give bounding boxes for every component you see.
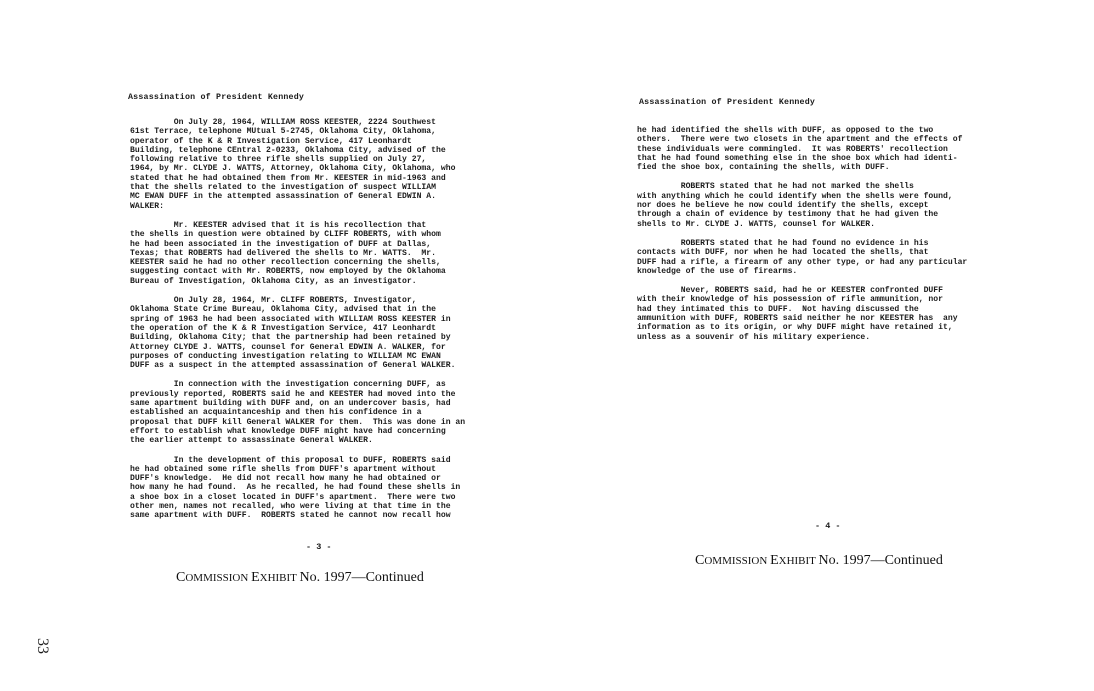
body-text — [130, 118, 465, 521]
volume-page-number: 33 — [34, 638, 51, 654]
paragraph: ROBERTS stated that he had found no evidence in his contacts with DUFF, nor when he had located the shells, that DUFF had a rifle, a firearm of any other type, or had any particular knowledge of the use of firearms. — [637, 238, 968, 276]
paragraph: On July 28, 1964, WILLIAM ROSS KEESTER, 2224 Southwest 61st Terrace, telephone MUtual 5-2745, Oklahoma City, Oklahoma, operator of the K & R Investigation Service, 417 Leonhardt Building, telephone CEntral 2-0233, Oklahoma City, advised of the following relative to three rifle shells supplied on July 27, 1964, by Mr. CLYDE J. WATTS, Attorney, Oklahoma City, Oklahoma, who stated that he had obtained them from Mr. KEESTER in mid-1963 and that the shells related to the investigation of suspect WILLIAM MC EWAN DUFF in the attempted assassination of General EDWIN A. WALKER: — [130, 118, 456, 211]
right-document-page — [547, 0, 1094, 691]
exhibit-caption: COMMISSION EXHIBIT No. 1997—Continued — [695, 553, 943, 568]
paragraph: he had identified the shells with DUFF, as opposed to the two others. There were two closets in the apartment and the effects of these individuals were commingled. It was ROBERTS' recollection that he had found something else in the shoe box which had identi- fied the shoe box, containing the shells, with DUFF. — [637, 126, 963, 173]
page-number: - 3 - — [306, 542, 332, 552]
paragraph: In the development of this proposal to DUFF, ROBERTS said he had obtained some rifle shells from DUFF's apartment without DUFF's knowledge. He did not recall how many he had obtained or how many he had found. As he recalled, he had found these shells in a shoe box in a closet located in DUFF's apartment. There were two other men, names not recalled, who were living at that time in the same apartment with DUFF. ROBERTS stated he cannot now recall how — [130, 455, 461, 521]
paragraph: ROBERTS stated that he had not marked the shells with anything which he could identify when the shells were found, nor does he believe he now could identify the shells, except through a chain of evidence by testimony that he had given the shells to Mr. CLYDE J. WATTS, counsel for WALKER. — [637, 182, 953, 229]
page-header: Assassination of President Kennedy — [128, 93, 305, 102]
exhibit-caption: COMMISSION EXHIBIT No. 1997—Continued — [176, 570, 424, 585]
page-header: Assassination of President Kennedy — [639, 98, 816, 107]
body-text — [637, 126, 967, 342]
paragraph: On July 28, 1964, Mr. CLIFF ROBERTS, Investigator, Oklahoma State Crime Bureau, Oklahoma City, advised that in the spring of 1963 he had been associated with WILLIAM ROSS KEESTER in the operation of the K & R Investigation Service, 417 Leonhardt Building, Oklahoma City; that the partnership had been retained by Attorney CLYDE J. WATTS, counsel for General EDWIN A. WALKER, for purposes of conducting investigation relating to WILLIAM MC EWAN DUFF as a suspect in the attempted assassination of General WALKER. — [130, 296, 456, 371]
paragraph: Never, ROBERTS said, had he or KEESTER confronted DUFF with their knowledge of his possession of rifle ammunition, nor had they intimated this to DUFF. Not having discussed the ammunition with DUFF, ROBERTS said neither he nor KEESTER has any information as to its origin, or why DUFF might have retained it, unless as a souvenir of his military experience. — [637, 286, 958, 342]
paragraph: In connection with the investigation concerning DUFF, as previously reported, ROBERTS said he and KEESTER had moved into the same apartment building with DUFF and, on an undercover basis, had established an acquaintanceship and then his confidence in a proposal that DUFF kill General WALKER for them. This was done in an effort to establish what knowledge DUFF might have had concerning the earlier attempt to assassinate General WALKER. — [130, 380, 466, 446]
page-number: - 4 - — [815, 521, 841, 531]
paragraph: Mr. KEESTER advised that it is his recollection that the shells in question were obtained by CLIFF ROBERTS, with whom he had been associated in the investigation of DUFF at Dallas, Texas; that ROBERTS had delivered the shells to Mr. WATTS. Mr. KEESTER said he had no other recollection concerning the shells, suggesting contact with Mr. ROBERTS, now employed by the Oklahoma Bureau of Investigation, Oklahoma City, as an investigator. — [130, 220, 446, 286]
